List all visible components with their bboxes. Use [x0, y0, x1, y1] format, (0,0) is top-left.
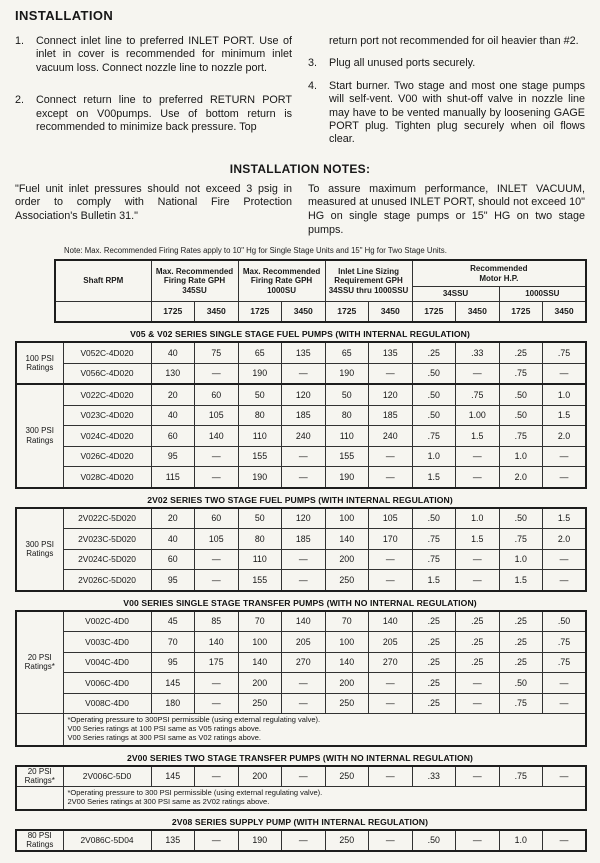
notes-left-paragraph: "Fuel unit inlet pressures should not exceed 3 psig in order to comply with National Fire Protection Association's Bulletin 31." [15, 182, 292, 223]
value-cell: 105 [195, 529, 239, 550]
rpm-row-blank-cell [55, 302, 151, 323]
footnote-line: 2V00 Series ratings at 300 PSI same as 2V02 ratings above. [67, 796, 270, 806]
value-cell: 110 [238, 549, 282, 570]
value-cell: 60 [195, 384, 239, 405]
value-cell: — [543, 693, 587, 714]
value-cell: — [282, 673, 326, 694]
value-cell: — [456, 467, 500, 488]
value-cell: 140 [238, 652, 282, 673]
value-cell: — [369, 766, 413, 787]
spec-section-table [15, 507, 587, 592]
spec-row [16, 693, 586, 714]
value-cell: .50 [543, 611, 587, 632]
model-cell: 2V006C-5D0 [63, 766, 151, 787]
header-group-title: Max. Recommended Firing Rate GPH [242, 266, 321, 286]
value-cell: — [543, 363, 587, 384]
value-cell: 190 [238, 467, 282, 488]
spec-row [16, 766, 586, 787]
value-cell: — [543, 549, 587, 570]
value-cell: 50 [238, 508, 282, 529]
spec-row [16, 446, 586, 467]
value-cell: 155 [325, 446, 369, 467]
value-cell: 1.0 [456, 508, 500, 529]
value-cell: 1.5 [412, 570, 456, 591]
footnote-row [16, 787, 586, 810]
value-cell: 75 [195, 342, 239, 363]
rpm-column-header: 3450 [543, 302, 587, 323]
value-cell: — [456, 693, 500, 714]
value-cell: 140 [369, 611, 413, 632]
header-group-subtitle: 345SU [182, 286, 207, 296]
value-cell: .75 [543, 342, 587, 363]
value-cell: 270 [282, 652, 326, 673]
value-cell: 1.5 [543, 508, 587, 529]
value-cell: .75 [412, 549, 456, 570]
header-group-title: Max. Recommended Firing Rate GPH [155, 266, 234, 286]
value-cell: 70 [151, 632, 195, 653]
value-cell: — [369, 830, 413, 852]
value-cell: 80 [238, 529, 282, 550]
value-cell: 1.0 [499, 549, 543, 570]
value-cell: 60 [195, 508, 239, 529]
spec-row [16, 830, 586, 852]
value-cell: 2.0 [499, 467, 543, 488]
value-cell: 120 [282, 508, 326, 529]
value-cell: 1.0 [543, 384, 587, 405]
spec-section-table [15, 341, 587, 489]
value-cell: .25 [499, 652, 543, 673]
model-cell: V052C-4D020 [63, 342, 151, 363]
psi-rating-cell: 300 PSI Ratings [16, 508, 63, 591]
value-cell: — [369, 549, 413, 570]
notes-right-paragraph: To assure maximum performance, INLET VACUUM, measured at unused INLET PORT, should not exceed 10" HG on single stage pumps or 15" HG on two stage pumps. [308, 182, 585, 236]
value-cell: 185 [282, 405, 326, 426]
value-cell: — [282, 830, 326, 852]
rpm-column-header: 1725 [499, 302, 543, 323]
value-cell: — [369, 363, 413, 384]
value-cell: .75 [499, 363, 543, 384]
value-cell: 65 [238, 342, 282, 363]
firing-rate-1000su-header-cell [238, 260, 325, 302]
value-cell: — [282, 549, 326, 570]
psi-empty-cell [16, 787, 63, 810]
psi-rating-cell: 80 PSI Ratings [16, 830, 63, 852]
value-cell: — [543, 570, 587, 591]
value-cell: 110 [238, 426, 282, 447]
section-banner: V05 & V02 SERIES SINGLE STAGE FUEL PUMPS (WITH INTERNAL REGULATION) [130, 329, 470, 340]
footnote-line: V00 Series ratings at 300 PSI same as V02 ratings above. [67, 732, 261, 742]
spec-section-table [15, 765, 587, 811]
value-cell: 250 [325, 830, 369, 852]
value-cell: — [282, 766, 326, 787]
value-cell: 250 [325, 693, 369, 714]
value-cell: .25 [412, 342, 456, 363]
spec-section-table [15, 829, 587, 853]
value-cell: 105 [195, 405, 239, 426]
value-cell: 80 [238, 405, 282, 426]
value-cell: 205 [369, 632, 413, 653]
value-cell: 65 [325, 342, 369, 363]
value-cell: 240 [369, 426, 413, 447]
psi-rating-cell: 100 PSI Ratings [16, 342, 63, 384]
value-cell: 185 [282, 529, 326, 550]
value-cell: — [195, 673, 239, 694]
value-cell: — [195, 830, 239, 852]
value-cell: .25 [456, 611, 500, 632]
section-banner: V00 SERIES SINGLE STAGE TRANSFER PUMPS (WITH NO INTERNAL REGULATION) [123, 597, 477, 608]
value-cell: 1.0 [499, 830, 543, 852]
value-cell: — [543, 766, 587, 787]
value-cell: 100 [325, 632, 369, 653]
value-cell: 190 [238, 363, 282, 384]
model-cell: V008C-4D0 [63, 693, 151, 714]
spec-row [16, 529, 586, 550]
value-cell: — [456, 549, 500, 570]
value-cell: .75 [499, 766, 543, 787]
value-cell: 270 [369, 652, 413, 673]
rpm-column-header: 1725 [238, 302, 282, 323]
footnote-row [16, 714, 586, 746]
instruction-text: Plug all unused ports securely. [329, 57, 476, 70]
instruction-number: 3. [308, 57, 318, 70]
value-cell: — [543, 446, 587, 467]
value-cell: 60 [151, 426, 195, 447]
model-cell: V028C-4D020 [63, 467, 151, 488]
value-cell: .25 [499, 611, 543, 632]
value-cell: .50 [499, 384, 543, 405]
value-cell: 1.5 [499, 570, 543, 591]
value-cell: .50 [412, 508, 456, 529]
value-cell: 140 [325, 529, 369, 550]
value-cell: 1.0 [499, 446, 543, 467]
value-cell: .33 [456, 342, 500, 363]
header-group-subtitle: 1000SU [267, 286, 296, 296]
value-cell: — [456, 673, 500, 694]
spec-row [16, 508, 586, 529]
value-cell: — [456, 830, 500, 852]
value-cell: 190 [325, 363, 369, 384]
value-cell: .25 [499, 342, 543, 363]
value-cell: — [456, 446, 500, 467]
model-cell: V003C-4D0 [63, 632, 151, 653]
value-cell: 155 [238, 446, 282, 467]
value-cell: — [543, 673, 587, 694]
model-cell: 2V024C-5D020 [63, 549, 151, 570]
rpm-column-header: 1725 [412, 302, 456, 323]
spec-row [16, 426, 586, 447]
value-cell: .25 [456, 652, 500, 673]
instruction-item-right-2 [308, 57, 585, 70]
header-group-subtitle: 34SSU thru 1000SSU [328, 286, 409, 296]
value-cell: 185 [369, 405, 413, 426]
rpm-column-header: 3450 [282, 302, 326, 323]
value-cell: .25 [499, 632, 543, 653]
firing-rate-345su-header-cell [151, 260, 238, 302]
spec-section-table [15, 610, 587, 747]
value-cell: 45 [151, 611, 195, 632]
value-cell: 180 [151, 693, 195, 714]
value-cell: — [456, 766, 500, 787]
value-cell: .50 [412, 830, 456, 852]
installation-notes-section [15, 183, 585, 237]
value-cell: — [456, 363, 500, 384]
value-cell: 130 [151, 363, 195, 384]
footnote-line: V00 Series ratings at 100 PSI same as V05 ratings above. [67, 724, 261, 734]
model-cell: 2V022C-5D020 [63, 508, 151, 529]
value-cell: 200 [325, 673, 369, 694]
model-cell: V026C-4D020 [63, 446, 151, 467]
instruction-text: return port not recommended for oil heavier than #2. [329, 35, 579, 47]
model-cell: V056C-4D020 [63, 363, 151, 384]
value-cell: 145 [151, 766, 195, 787]
footnote-line: *Operating pressure to 300PSI permissible (using external regulating valve). [67, 715, 321, 725]
instruction-item-right-1 [308, 35, 585, 48]
spec-row [16, 342, 586, 363]
value-cell: — [456, 570, 500, 591]
value-cell: — [282, 363, 326, 384]
model-cell: V022C-4D020 [63, 384, 151, 405]
value-cell: — [195, 446, 239, 467]
instruction-item-left-2 [15, 94, 292, 134]
value-cell: 190 [325, 467, 369, 488]
psi-rating-cell: 300 PSI Ratings [16, 384, 63, 488]
value-cell: — [195, 549, 239, 570]
value-cell: 50 [325, 384, 369, 405]
instructions-left-column [15, 35, 292, 156]
value-cell: .50 [412, 384, 456, 405]
value-cell: 85 [195, 611, 239, 632]
section-banner: 2V08 SERIES SUPPLY PUMP (WITH INTERNAL REGULATION) [171, 816, 429, 827]
instructions-section [15, 35, 585, 156]
value-cell: — [195, 467, 239, 488]
value-cell: — [282, 446, 326, 467]
model-cell: 2V023C-5D020 [63, 529, 151, 550]
value-cell: 250 [238, 693, 282, 714]
firing-rate-note: Note: Max. Recommended Firing Rates apply to 10" Hg for Single Stage Units and 15" Hg for Two Stage Units. [64, 246, 447, 256]
spec-row [16, 467, 586, 488]
instruction-number: 2. [15, 94, 25, 107]
instruction-text: Connect return line to preferred RETURN PORT except on V00pumps. Use of bottom return is recommended to minimize back pressure. Top [36, 94, 292, 134]
header-group-title: Inlet Line Sizing Requirement GPH [334, 266, 403, 286]
value-cell: 175 [195, 652, 239, 673]
instructions-right-column [308, 35, 585, 156]
motor-hp-header-cell [412, 260, 586, 287]
motor-hp-34ssu-header-cell: 34SSU [412, 287, 499, 302]
value-cell: 140 [195, 632, 239, 653]
value-cell: 105 [369, 508, 413, 529]
value-cell: 145 [151, 673, 195, 694]
value-cell: 140 [282, 611, 326, 632]
value-cell: 1.5 [412, 467, 456, 488]
value-cell: 135 [151, 830, 195, 852]
spec-row [16, 363, 586, 384]
value-cell: — [282, 467, 326, 488]
spec-table-sections [15, 329, 585, 852]
value-cell: 1.00 [456, 405, 500, 426]
value-cell: .50 [499, 673, 543, 694]
value-cell: — [369, 673, 413, 694]
value-cell: 110 [325, 426, 369, 447]
footnote-cell [63, 714, 586, 746]
value-cell: 1.5 [543, 405, 587, 426]
value-cell: — [369, 570, 413, 591]
value-cell: 70 [325, 611, 369, 632]
value-cell: .75 [499, 693, 543, 714]
instruction-text: Start burner. Two stage and most one stage pumps will self-vent. V00 with shut-off valve in nozzle line may have to be vented manually by loosening GAGE PORT plug. Tighten plug securely when oil flows clear. [329, 79, 585, 146]
instruction-item-right-3 [308, 80, 585, 147]
value-cell: 2.0 [543, 529, 587, 550]
value-cell: .75 [543, 652, 587, 673]
value-cell: .50 [412, 363, 456, 384]
installation-notes-heading: INSTALLATION NOTES: [229, 161, 371, 176]
spec-row [16, 384, 586, 405]
value-cell: 60 [151, 549, 195, 570]
value-cell: — [369, 693, 413, 714]
rpm-column-header: 3450 [195, 302, 239, 323]
value-cell: — [369, 446, 413, 467]
value-cell: 135 [369, 342, 413, 363]
value-cell: 70 [238, 611, 282, 632]
value-cell: .50 [499, 405, 543, 426]
rpm-column-header: 1725 [151, 302, 195, 323]
model-cell: 2V026C-5D020 [63, 570, 151, 591]
value-cell: .75 [412, 426, 456, 447]
model-cell: 2V086C-5D04 [63, 830, 151, 852]
value-cell: 1.5 [456, 529, 500, 550]
value-cell: — [195, 363, 239, 384]
value-cell: .25 [412, 673, 456, 694]
rpm-column-header: 3450 [369, 302, 413, 323]
instruction-item-left-1 [15, 35, 292, 75]
model-cell: V006C-4D0 [63, 673, 151, 694]
value-cell: 140 [325, 652, 369, 673]
value-cell: 20 [151, 508, 195, 529]
value-cell: .25 [456, 632, 500, 653]
value-cell: .50 [412, 405, 456, 426]
notes-left-column [15, 183, 292, 237]
value-cell: 200 [238, 766, 282, 787]
value-cell: — [282, 570, 326, 591]
value-cell: 95 [151, 570, 195, 591]
rpm-column-header: 3450 [456, 302, 500, 323]
shaft-rpm-header-cell: Shaft RPM [55, 260, 151, 302]
instruction-number: 1. [15, 35, 25, 47]
value-cell: 115 [151, 467, 195, 488]
value-cell: — [543, 830, 587, 852]
value-cell: 50 [238, 384, 282, 405]
spec-row [16, 611, 586, 632]
instruction-number [308, 35, 329, 48]
value-cell: 40 [151, 529, 195, 550]
value-cell: 95 [151, 446, 195, 467]
value-cell: 120 [369, 384, 413, 405]
header-group-title: Recommended [470, 264, 528, 274]
value-cell: 40 [151, 342, 195, 363]
spec-row [16, 652, 586, 673]
value-cell: 120 [282, 384, 326, 405]
value-cell: — [195, 693, 239, 714]
value-cell: .33 [412, 766, 456, 787]
spec-row [16, 673, 586, 694]
instruction-number: 4. [308, 79, 318, 92]
value-cell: 140 [195, 426, 239, 447]
value-cell: 40 [151, 405, 195, 426]
motor-hp-1000ssu-header-cell: 1000SSU [499, 287, 586, 302]
value-cell: 135 [282, 342, 326, 363]
value-cell: 250 [325, 570, 369, 591]
value-cell: 205 [282, 632, 326, 653]
value-cell: — [195, 766, 239, 787]
value-cell: 200 [238, 673, 282, 694]
section-banner: 2V02 SERIES TWO STAGE FUEL PUMPS (WITH INTERNAL REGULATION) [147, 494, 453, 505]
model-cell: V002C-4D0 [63, 611, 151, 632]
value-cell: .75 [456, 384, 500, 405]
value-cell: .75 [499, 529, 543, 550]
instruction-text: Connect inlet line to preferred INLET PORT. Use of inlet in cover is recommended for minimum inlet vacuum loss. Connect nozzle line to nozzle port. [36, 35, 292, 74]
spec-table-header [54, 259, 587, 323]
value-cell: .75 [543, 632, 587, 653]
model-cell: V023C-4D020 [63, 405, 151, 426]
page-title: INSTALLATION [15, 8, 114, 23]
psi-empty-cell [16, 714, 63, 746]
value-cell: .50 [499, 508, 543, 529]
value-cell: 95 [151, 652, 195, 673]
value-cell: — [195, 570, 239, 591]
spec-row [16, 570, 586, 591]
psi-rating-cell: 20 PSI Ratings* [16, 611, 63, 714]
value-cell: 20 [151, 384, 195, 405]
value-cell: .25 [412, 611, 456, 632]
value-cell: .25 [412, 632, 456, 653]
model-cell: V004C-4D0 [63, 652, 151, 673]
value-cell: 100 [238, 632, 282, 653]
rpm-column-header: 1725 [325, 302, 369, 323]
spec-row [16, 632, 586, 653]
value-cell: 250 [325, 766, 369, 787]
section-banner: 2V00 SERIES TWO STAGE TRANSFER PUMPS (WITH NO INTERNAL REGULATION) [126, 752, 474, 763]
psi-rating-cell: 20 PSI Ratings* [16, 766, 63, 787]
value-cell: 2.0 [543, 426, 587, 447]
value-cell: — [543, 467, 587, 488]
value-cell: .75 [412, 529, 456, 550]
value-cell: 170 [369, 529, 413, 550]
header-group-subtitle: Motor H.P. [479, 273, 519, 283]
value-cell: 1.0 [412, 446, 456, 467]
spec-row [16, 405, 586, 426]
value-cell: 1.5 [456, 426, 500, 447]
model-cell: V024C-4D020 [63, 426, 151, 447]
value-cell: 240 [282, 426, 326, 447]
value-cell: 100 [325, 508, 369, 529]
value-cell: .25 [412, 652, 456, 673]
inlet-line-sizing-header-cell [325, 260, 412, 302]
footnote-line: *Operating pressure to 300 PSI permissible (using external regulating valve). [67, 788, 323, 798]
value-cell: — [282, 693, 326, 714]
value-cell: 80 [325, 405, 369, 426]
value-cell: .75 [499, 426, 543, 447]
value-cell: .25 [412, 693, 456, 714]
value-cell: — [369, 467, 413, 488]
value-cell: 200 [325, 549, 369, 570]
footnote-cell [63, 787, 586, 810]
notes-right-column [308, 183, 585, 237]
value-cell: 190 [238, 830, 282, 852]
value-cell: 155 [238, 570, 282, 591]
spec-row [16, 549, 586, 570]
